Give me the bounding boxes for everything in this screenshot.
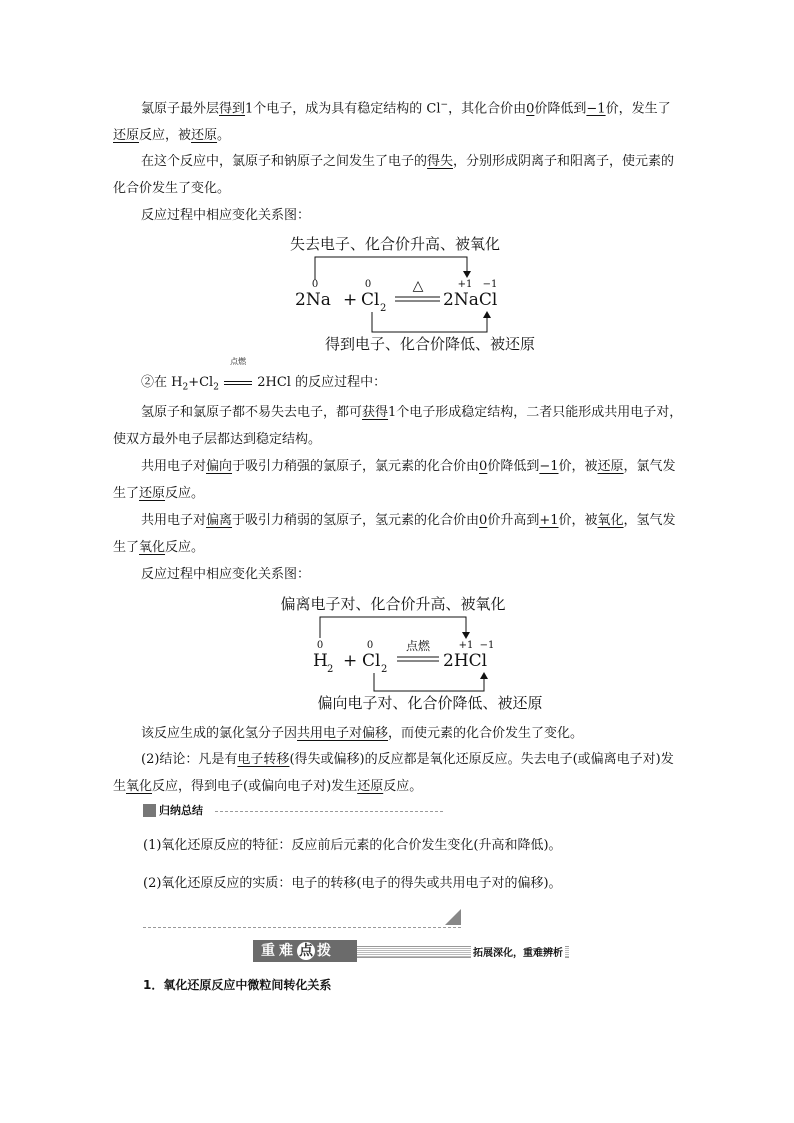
paragraph-chlorine-gain: 氯原子最外层得到1个电子，成为具有稳定结构的 Cl−，其化合价由0价降低到−1价，发生了还原反应，被还原。 bbox=[113, 100, 671, 144]
summary-marker-icon bbox=[143, 804, 156, 817]
diagram2-valence-h-product: +1 bbox=[458, 640, 474, 651]
summary-corner-icon bbox=[445, 909, 461, 925]
section-1-heading: 1．氧化还原反应中微粒间转化关系 bbox=[143, 978, 332, 992]
paragraph-diagram-intro-2: 反应过程中相应变化关系图： bbox=[141, 567, 311, 582]
diagram1-cl-subscript: 2 bbox=[380, 303, 387, 314]
summary-divider bbox=[215, 811, 443, 812]
diagram2-product: 2HCl bbox=[443, 651, 488, 671]
summary-title: 归纳总结 bbox=[159, 804, 203, 817]
diagram1-condition: △ bbox=[412, 278, 424, 294]
diagram1-top-label: 失去电子、化合价升高、被氧化 bbox=[289, 235, 501, 253]
paragraph-hcl-shift: 该反应生成的氯化氢分子因共用电子对偏移，而使元素的化合价发生了变化。 bbox=[141, 726, 584, 741]
summary-box bbox=[143, 820, 562, 930]
diagram2-valence-cl-product: −1 bbox=[479, 640, 495, 651]
paragraph-diagram-intro-1: 反应过程中相应变化关系图： bbox=[141, 208, 311, 223]
diagram2-bottom-label: 偏向电子对、化合价降低、被还原 bbox=[317, 694, 543, 712]
diagram2-valence-h: 0 bbox=[316, 640, 324, 651]
summary-bottom-divider bbox=[143, 927, 461, 928]
diagram2-reactant-h: H bbox=[313, 651, 328, 671]
diagram1-bottom-label: 得到电子、化合价降低、被还原 bbox=[324, 335, 536, 353]
paragraph-conclusion: (2)结论：凡是有电子转移(得失或偏移)的反应都是氧化还原反应。失去电子(或偏离电子对)发生氧化反应，得到电子(或偏向电子对)发生还原反应。 bbox=[113, 752, 674, 794]
diagram1-valence-cl-product: −1 bbox=[482, 279, 498, 290]
diagram2-reactant-cl: Cl bbox=[362, 651, 381, 671]
paragraph-hydrogen-oxidized: 共用电子对偏离于吸引力稍弱的氢原子，氢元素的化合价由0价升高到+1价，被氧化，氢气发生了氧化反应。 bbox=[113, 513, 676, 555]
banner-subtitle: 拓展深化，重难辨析 bbox=[471, 944, 565, 959]
diagram1-valence-cl2: 0 bbox=[364, 279, 372, 290]
diagram1-reactant-na: 2Na bbox=[295, 290, 331, 310]
paragraph-electron-transfer: 在这个反应中，氯原子和钠原子之间发生了电子的得失，分别形成阴离子和阳离子，使元素的化合价发生了变化。 bbox=[113, 154, 675, 196]
diagram1-reactant-cl: Cl bbox=[361, 290, 380, 310]
diagram1-product: 2NaCl bbox=[443, 290, 498, 310]
paragraph-shared-electrons: 氢原子和氯原子都不易失去电子，都可获得1个电子形成稳定结构，二者只能形成共用电子对，使双方最外电子层都达到稳定结构。 bbox=[113, 405, 683, 447]
summary-header bbox=[143, 801, 443, 821]
diagram1-valence-na: 0 bbox=[311, 279, 319, 290]
diagram2-valence-cl2: 0 bbox=[366, 640, 374, 651]
diagram1-plus: + bbox=[343, 290, 358, 310]
section-banner bbox=[253, 940, 569, 962]
diagram2-plus: + bbox=[343, 651, 358, 671]
summary-item-2: (2)氧化还原反应的实质：电子的转移(电子的得失或共用电子对的偏移)。 bbox=[143, 876, 562, 891]
diagram2-top-label: 偏离电子对、化合价升高、被氧化 bbox=[280, 595, 506, 613]
banner-title-box: 重难 点 拨 bbox=[253, 940, 357, 962]
summary-item-1: (1)氧化还原反应的特征：反应前后元素的化合价发生变化(升高和降低)。 bbox=[143, 838, 562, 853]
banner-title-highlight: 点 bbox=[299, 943, 313, 959]
paragraph-chlorine-reduced: 共用电子对偏向于吸引力稍强的氯原子，氯元素的化合价由0价降低到−1价，被还原，氯气发生了还原反应。 bbox=[113, 459, 676, 501]
diagram1-valence-na-product: +1 bbox=[457, 279, 473, 290]
paragraph-h2-cl2-reaction: ②在 $H_2+Cl_2$ 点燃 2HCl 的反应过程中： bbox=[141, 357, 387, 393]
diagram2-condition: 点燃 bbox=[405, 639, 431, 653]
reaction-condition: 点燃 bbox=[230, 357, 247, 366]
diagram2-h-subscript: 2 bbox=[327, 664, 334, 675]
diagram2-cl-subscript: 2 bbox=[381, 664, 388, 675]
